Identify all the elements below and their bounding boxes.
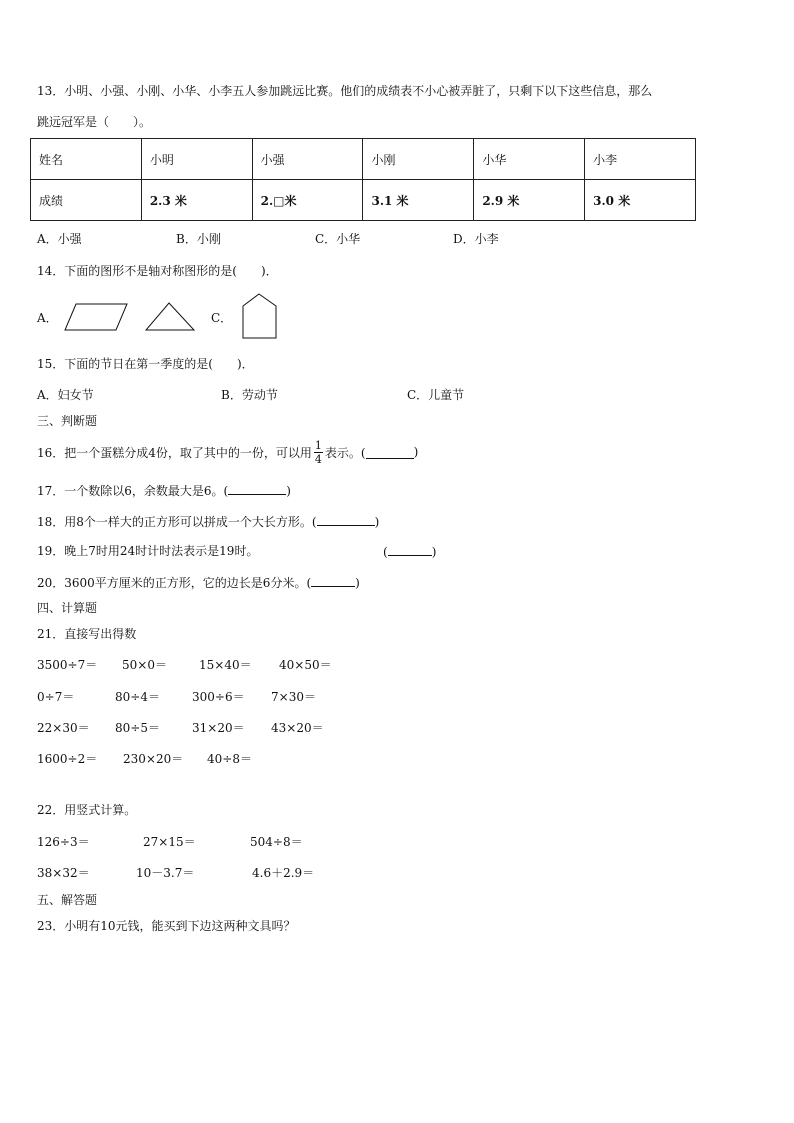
- calc-item: 43×20＝: [271, 721, 324, 735]
- q20-text: 20．3600平方厘米的正方形，它的边长是6分米。(: [37, 576, 312, 590]
- table-cell: 小李: [585, 139, 696, 180]
- calc-item: 22×30＝: [37, 721, 90, 735]
- calc-item: 15×40＝: [199, 658, 252, 672]
- q19-open: (: [383, 545, 388, 559]
- q17-line: [37, 482, 291, 499]
- table-cell: 小明: [141, 139, 252, 180]
- q15-text: 15．下面的节日在第一季度的是( )．: [37, 357, 254, 371]
- calc-item: 1600÷2＝: [37, 752, 98, 766]
- calc-item: 3500÷7＝: [37, 658, 98, 672]
- q18-close: ): [374, 515, 380, 529]
- table-cell: 成绩: [31, 180, 142, 221]
- section-heading-3: 三、判断题: [37, 414, 98, 428]
- q23-text: 23．小明有10元钱，能买到下边这两种文具吗？: [37, 919, 296, 933]
- q14-label-a: A．: [37, 311, 58, 325]
- q13-option-b: B．小刚: [176, 232, 221, 246]
- q22-title: 22．用竖式计算。: [37, 803, 137, 817]
- q13-option-d: D．小李: [453, 232, 499, 246]
- calc-item: 38×32＝: [37, 866, 90, 880]
- q21-title: 21．直接写出得数: [37, 627, 137, 641]
- q17-text: 17．一个数除以6，余数最大是6。(: [37, 484, 229, 498]
- q13-text-line2: 跳远冠军是（ ）。: [37, 115, 152, 129]
- calc-item: 7×30＝: [271, 690, 316, 704]
- answer-blank[interactable]: [388, 543, 432, 556]
- calc-item: 4.6＋2.9＝: [252, 866, 315, 880]
- pentagon-house-icon: [242, 293, 278, 339]
- q16-text: 16．把一个蛋糕分成4份，取了其中的一份，可以用: [37, 445, 312, 460]
- q20-close: ): [355, 576, 360, 590]
- q18-text: 18．用8个一样大的正方形可以拼成一个大长方形。(: [37, 515, 317, 529]
- answer-blank[interactable]: [317, 513, 375, 526]
- score-table: [30, 138, 696, 221]
- answer-blank[interactable]: [366, 446, 414, 459]
- q19-close: ): [431, 545, 437, 559]
- q14-label-c: C．: [211, 311, 233, 325]
- answer-blank[interactable]: [228, 482, 286, 495]
- section-heading-4: 四、计算题: [37, 601, 98, 615]
- q14-text: 14．下面的图形不是轴对称图形的是( )．: [37, 264, 278, 278]
- calc-item: 504÷8＝: [250, 835, 303, 849]
- calc-item: 80÷5＝: [115, 721, 160, 735]
- calc-item: 230×20＝: [123, 752, 184, 766]
- calc-item: 31×20＝: [192, 721, 245, 735]
- section-heading-5: 五、解答题: [37, 893, 98, 907]
- answer-blank[interactable]: [311, 574, 355, 587]
- calc-item: 80÷4＝: [115, 690, 160, 704]
- q15-option-a: A．妇女节: [37, 388, 94, 402]
- q19-text: 19．晚上7时用24时计时法表示是19时。: [37, 544, 259, 558]
- q20-line: [37, 574, 360, 591]
- table-cell: 小强: [252, 139, 363, 180]
- fraction-denominator: 4: [314, 452, 322, 466]
- q15-option-c: C．儿童节: [407, 388, 465, 402]
- calc-item: 27×15＝: [143, 835, 196, 849]
- calc-item: 50×0＝: [122, 658, 167, 672]
- table-cell: 3.1 米: [363, 180, 474, 221]
- calc-item: 0÷7＝: [37, 690, 75, 704]
- table-cell: 2.3 米: [141, 180, 252, 221]
- table-cell: 2.□米: [252, 180, 363, 221]
- q17-close: ): [286, 484, 291, 498]
- q15-option-b: B．劳动节: [221, 388, 278, 402]
- table-cell: 3.0 米: [585, 180, 696, 221]
- calc-item: 300÷6＝: [192, 690, 245, 704]
- q16-close: ): [413, 445, 419, 459]
- q13-option-c: C．小华: [315, 232, 361, 246]
- table-cell: 2.9 米: [474, 180, 585, 221]
- calc-item: 126÷3＝: [37, 835, 90, 849]
- table-cell: 姓名: [31, 139, 142, 180]
- parallelogram-icon: [64, 303, 128, 331]
- q18-line: [37, 513, 379, 530]
- table-cell: 小华: [474, 139, 585, 180]
- q19-answer: [383, 543, 436, 560]
- calc-item: 40÷8＝: [207, 752, 252, 766]
- fraction: [314, 439, 323, 466]
- q13-option-a: A．小强: [37, 232, 82, 246]
- calc-item: 40×50＝: [279, 658, 332, 672]
- q13-text-line1: 13．小明、小强、小刚、小华、小李五人参加跳远比赛。他们的成绩表不小心被弄脏了，只剩下以下这些信息，那么: [37, 84, 653, 98]
- table-header-row: [31, 139, 696, 180]
- triangle-icon: [145, 302, 195, 332]
- fraction-numerator: 1: [314, 438, 322, 452]
- calc-item: 10－3.7＝: [136, 866, 195, 880]
- table-row: [31, 180, 696, 221]
- table-cell: 小刚: [363, 139, 474, 180]
- q16-line: [37, 434, 418, 470]
- q16-text-after: 表示。(: [324, 445, 366, 460]
